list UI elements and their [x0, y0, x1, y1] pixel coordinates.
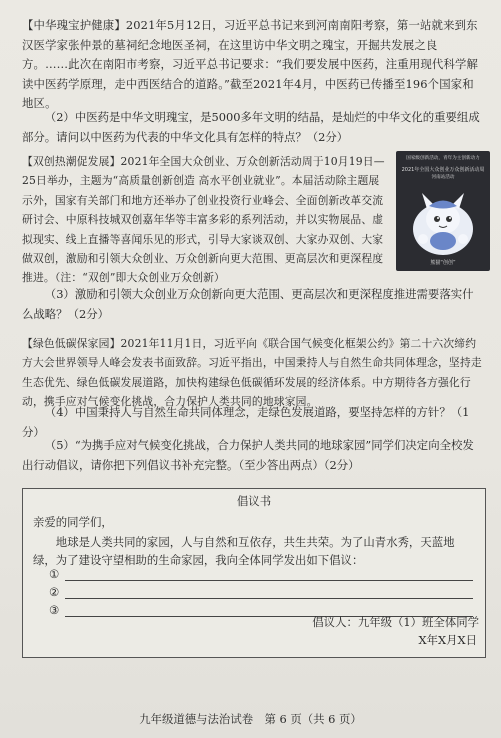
proposal-item-1-marker: ①: [49, 567, 60, 581]
question-2: （2）中医药是中华文明瑰宝，是5000多年文明的结晶，是灿烂的中华文化的重要组成部分。请问以中医药为代表的中华文化具有怎样的特点？（2分）: [22, 110, 480, 144]
proposal-answer-line-1[interactable]: [65, 580, 473, 581]
question-4: （4）中国秉持人与自然生命共同体理念，走绿色发展道路，要坚持怎样的方针？（1分）: [22, 405, 470, 439]
section-1-tag: 【中华瑰宝护健康】: [22, 18, 126, 32]
poster-line-1: 国家级创新活动，青年为主创新动力: [406, 156, 480, 161]
proposal-date: X年X月X日: [418, 633, 477, 647]
section-2-tag: 【双创热潮促发展】: [22, 155, 121, 168]
proposal-greeting: 亲爱的同学们，: [33, 515, 113, 529]
proposal-box: [22, 488, 486, 658]
question-5: （5）“为携手应对气候变化挑战，合力保护人类共同的地球家园”同学们决定向全校发出行动倡议，请你把下列倡议书补充完整。（至少答出两点）（2分）: [22, 438, 474, 472]
activity-poster: [396, 151, 490, 271]
section-1-text: 2021年5月12日，习近平总书记来到河南南阳考察，第一站就来到东汉医学家张仲景的墓祠纪念地医圣祠，在这里访中华文明之瑰宝，开掘共发展之良方。……此次在南阳市考察，习近平总书记要求：“我们要发展中医药，注重用现代科学解读中医药学原理，走中西医结合的道路。”截至2021年4月，中医药已传播至196个国家和地区。: [22, 18, 479, 111]
poster-line-2: 2021年全国大众创业万众创新活动周: [401, 167, 485, 173]
mascot-image: [396, 181, 490, 261]
section-2-text: 2021年全国大众创业、万众创新活动周于10月19日—25日举办，主题为“高质量创新创造 高水平创业就业”。本届活动除主题展示外，国家有关部门和地方还举办了创业投资行业峰会、全面创新改革交流研讨会、中原科技城双创嘉年华等丰富多彩的系列活动，并以实物展品、虚拟现实、线上直播等喜闻乐见的形式，引导大家谈双创、大家办双创、大家做双创，激励和引领大众创业、万众创新向更大范围、更高层次和更深程度推进。（注：“双创”即大众创业万众创新）: [22, 155, 385, 285]
proposal-title: 倡议书: [236, 494, 272, 508]
section-2-material: [22, 152, 388, 288]
proposal-item-2-marker: ②: [49, 585, 60, 599]
page-footer: 九年级道德与法治试卷 第 6 页（共 6 页）: [139, 712, 362, 726]
section-3-text: 2021年11月1日，习近平向《联合国气候变化框架公约》第二十六次缔约方大会世界领导人峰会发表书面致辞。习近平指出，中国秉持人与自然生命共同体理念，坚持走生态优先、绿色低碳发展道路，加快构建绿色低碳循环发展的经济体系。中方期待各方强化行动，携手应对气候变化挑战，合力保护人类共同的地球家园。: [22, 337, 482, 409]
question-3: （3）激励和引领大众创业万众创新向更大范围、更高层次和更深程度推进需要落实什么战略？（2分）: [22, 287, 474, 321]
poster-line-3: 河南站活动: [431, 175, 455, 180]
poster-mascot-label: 熊猫“创创”: [430, 260, 456, 266]
section-3-material: [22, 334, 484, 412]
section-1-material: [22, 16, 482, 114]
proposal-item-3-marker: ③: [49, 603, 60, 617]
proposal-signer: 倡议人：九年级（1）班全体同学: [312, 615, 479, 629]
proposal-answer-line-2[interactable]: [65, 598, 473, 599]
section-3-tag: 【绿色低碳保家园】: [22, 337, 121, 350]
proposal-body: 地球是人类共同的家园，人与自然和互依存，共生共荣。为了山青水秀，天蓝地绿，为了建设守望相助的生命家园，我向全体同学发出如下倡议：: [33, 535, 455, 567]
